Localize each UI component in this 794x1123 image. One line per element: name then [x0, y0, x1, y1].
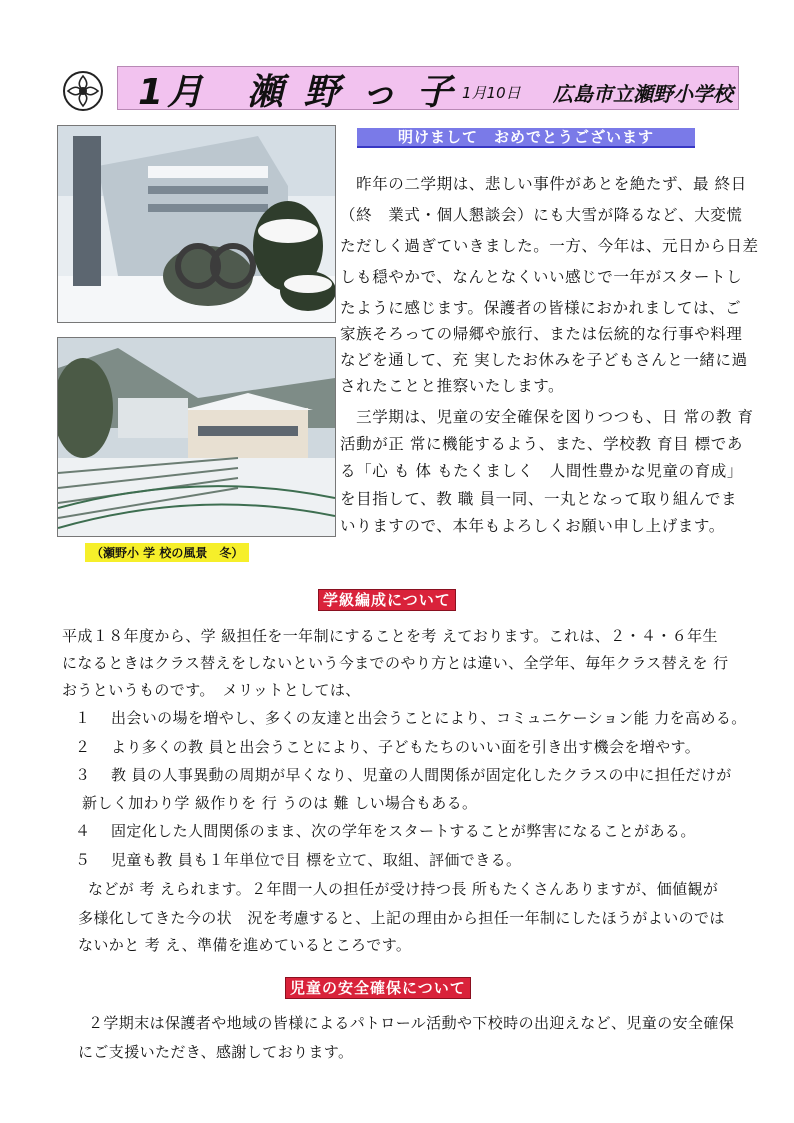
greeting-heading: 明けまして おめでとうございます: [357, 128, 695, 148]
greeting-line: 三学期は、児童の安全確保を図りつつも、日 常の教 育: [340, 408, 754, 426]
class-section-heading: 学級編成について: [318, 589, 456, 611]
merit-item: ５ 児童も教 員も１年単位で目 標を立て、取組、評価できる。: [75, 851, 522, 869]
greeting-line: （終 業式・個人懇談会）にも大雪が降るなど、大変慌: [340, 206, 743, 224]
intro-line: になるときはクラス替えをしないという今までのやり方とは違い、全学年、毎年クラス替えを 行: [62, 654, 729, 672]
safety-line: ２学期末は保護者や地域の皆様によるパトロール活動や下校時の出迎えなど、児童の安全確保: [88, 1014, 735, 1032]
safety-section-heading: 児童の安全確保について: [285, 977, 471, 999]
merit-item: ４ 固定化した人間関係のまま、次の学年をスタートすることが弊害になることがある。: [75, 822, 696, 840]
greeting-line: されたことと推察いたします。: [340, 377, 565, 395]
greeting-line: などを通して、充 実したお休みを子どもさんと一緒に過: [340, 351, 748, 369]
photo-snowy-field: [57, 337, 336, 537]
page-title: 1月 瀬 野 っ 子: [138, 72, 457, 113]
merit-item: 新しく加わり学 級作りを 行 うのは 難 しい場合もある。: [82, 794, 478, 812]
greeting-line: いりますので、本年もよろしくお願い申し上げます。: [340, 517, 725, 535]
closing-line: ないかと 考 え、準備を進めているところです。: [78, 936, 412, 954]
greeting-line: る「心 も 体 もたくましく 人間性豊かな児童の育成」: [340, 462, 743, 480]
intro-line: 平成１８年度から、学 級担任を一年制にすることを考 えております。これは、２・４・６年生: [62, 627, 718, 645]
greeting-line: を目指して、教 職 員一同、一丸となって取り組んでま: [340, 490, 738, 508]
greeting-line: 昨年の二学期は、悲しい事件があとを絶たず、最 終日: [340, 175, 747, 193]
photo-caption: （瀬野小 学 校の風景 冬）: [85, 543, 249, 562]
merit-item: ３ 教 員の人事異動の周期が早くなり、児童の人間関係が固定化したクラスの中に担任だけが: [75, 766, 732, 784]
greeting-line: 家族そろっての帰郷や旅行、または伝統的な行事や料理: [340, 325, 743, 343]
merit-item: ２ より多くの教 員と出会うことにより、子どもたちのいい面を引き出す機会を増やす。: [75, 738, 701, 756]
issue-date: 1月10日: [462, 84, 521, 102]
merit-item: １ 出会いの場を増やし、多くの友達と出会うことにより、コミュニケーション能 力を高める。: [75, 709, 747, 727]
greeting-line: 活動が正 常に機能するよう、また、学校教 育目 標であ: [340, 435, 743, 453]
school-emblem-icon: [62, 70, 104, 112]
closing-line: 多様化してきた今の状 況を考慮すると、上記の理由から担任一年制にしたほうがよいのでは: [78, 909, 725, 927]
school-name: 広島市立瀬野小学校: [553, 82, 733, 106]
safety-line: にご支援いただき、感謝しております。: [78, 1043, 354, 1061]
greeting-line: しも穏やかで、なんとなくいい感じで一年がスタートし: [340, 268, 743, 286]
closing-line: などが 考 えられます。２年間一人の担任が受け持つ長 所もたくさんありますが、価値観が: [88, 880, 719, 898]
greeting-line: たように感じます。保護者の皆様におかれましては、ご: [340, 299, 742, 317]
intro-line: おうというものです。 メリットとしては、: [62, 681, 361, 699]
photo-snowy-courtyard: [57, 125, 336, 323]
greeting-line: ただしく過ぎていきました。一方、今年は、元日から日差: [340, 237, 759, 255]
